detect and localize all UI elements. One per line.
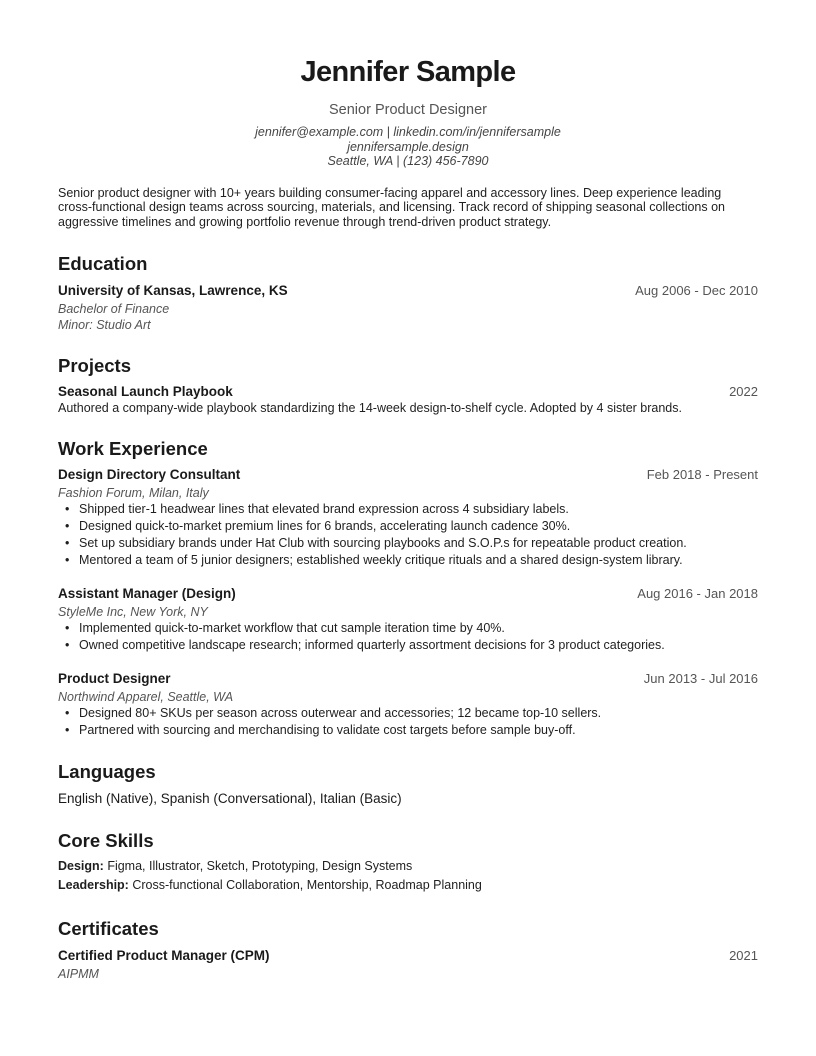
professional-summary: Senior product designer with 10+ years building consumer-facing apparel and accessory lines. Deep experience leading cross-functional design teams across sourcing, materials, and licensing. Track record of shipping seasonal collections on aggressive timelines and growing portfolio revenue through trend-driven product strategy. xyxy=(58,185,725,230)
languages-list: English (Native), Spanish (Conversational), Italian (Basic) xyxy=(58,790,402,806)
skill-design-label: Design: xyxy=(58,858,104,873)
candidate-name: Jennifer Sample xyxy=(300,56,516,88)
minor: Minor: Studio Art xyxy=(58,317,151,332)
job-header-row xyxy=(58,670,758,687)
skills-section xyxy=(58,830,758,895)
project-description: Authored a company-wide playbook standardizing the 14-week design-to-shelf cycle. Adopted by 4 sister brands. xyxy=(58,400,682,415)
skill-leadership-text: Cross-functional Collaboration, Mentorship, Roadmap Planning xyxy=(128,877,482,892)
education-dates: Aug 2006 - Dec 2010 xyxy=(635,282,758,298)
job-company: StyleMe Inc, New York, NY xyxy=(58,604,208,619)
contact-website: jennifersample.design xyxy=(347,139,469,154)
job-role: Design Directory Consultant xyxy=(58,466,241,482)
work-section xyxy=(58,438,758,739)
job-bullets xyxy=(58,501,758,569)
job-bullet: • Implemented quick-to-market workflow that cut sample iteration time by 40%. xyxy=(79,620,758,637)
certificate-issuer: AIPMM xyxy=(58,966,99,981)
job-entry xyxy=(58,585,758,654)
languages-section xyxy=(58,761,758,807)
contact-info xyxy=(58,125,758,169)
job-bullet: • Owned competitive landscape research; informed quarterly assortment decisions for 3 product categories. xyxy=(79,637,758,654)
contact-location-phone: Seattle, WA | (123) 456-7890 xyxy=(327,154,489,168)
job-dates: Feb 2018 - Present xyxy=(646,466,758,482)
job-bullet: • Designed 80+ SKUs per season across outerwear and accessories; 12 became top-10 sellers. xyxy=(79,705,758,722)
job-header-row xyxy=(58,585,758,602)
certificate-name: Certified Product Manager (CPM) xyxy=(58,947,270,963)
skills-heading: Core Skills xyxy=(58,829,154,851)
skill-leadership-line xyxy=(58,876,758,895)
job-bullet: • Shipped tier-1 headwear lines that elevated brand expression across 4 subsidiary labels. xyxy=(79,501,758,518)
contact-email-linkedin: jennifer@example.com | linkedin.com/in/jennifersample xyxy=(255,125,561,139)
education-heading: Education xyxy=(58,252,148,274)
work-heading: Work Experience xyxy=(58,437,208,459)
project-row xyxy=(58,383,758,400)
projects-heading: Projects xyxy=(58,354,132,376)
certificate-year: 2021 xyxy=(729,947,758,963)
job-bullet: • Designed quick-to-market premium lines for 6 brands, accelerating launch cadence 30%. xyxy=(79,518,758,535)
job-role: Assistant Manager (Design) xyxy=(58,585,236,601)
skill-design-line xyxy=(58,857,758,876)
job-bullet: • Partnered with sourcing and merchandising to validate cost targets before sample buy-off. xyxy=(79,722,758,739)
certificates-section xyxy=(58,918,758,982)
skill-leadership-label: Leadership: xyxy=(58,877,129,892)
languages-heading: Languages xyxy=(58,760,156,782)
degree: Bachelor of Finance xyxy=(58,301,170,316)
candidate-title: Senior Product Designer xyxy=(329,102,487,118)
job-bullet: • Mentored a team of 5 junior designers; established weekly critique rituals and a shared design-system library. xyxy=(79,552,758,569)
job-entry xyxy=(58,670,758,739)
education-section xyxy=(58,253,758,333)
job-header-row xyxy=(58,466,758,483)
job-company: Northwind Apparel, Seattle, WA xyxy=(58,689,234,704)
project-year: 2022 xyxy=(729,383,758,399)
resume-header xyxy=(58,0,758,169)
skill-design-text: Figma, Illustrator, Sketch, Prototyping, Design Systems xyxy=(103,858,413,873)
job-entry xyxy=(58,466,758,569)
job-dates: Jun 2013 - Jul 2016 xyxy=(643,670,758,686)
job-dates: Aug 2016 - Jan 2018 xyxy=(637,585,758,601)
job-company: Fashion Forum, Milan, Italy xyxy=(58,485,209,500)
job-bullet: • Set up subsidiary brands under Hat Club with sourcing playbooks and S.O.P.s for repeatable product creation. xyxy=(79,535,758,552)
job-bullets xyxy=(58,620,758,654)
education-row xyxy=(58,282,758,299)
projects-section xyxy=(58,355,758,416)
school-name: University of Kansas, Lawrence, KS xyxy=(58,282,288,298)
job-bullets xyxy=(58,705,758,739)
certificates-heading: Certificates xyxy=(58,917,159,939)
job-role: Product Designer xyxy=(58,670,171,686)
certificate-row xyxy=(58,947,758,964)
project-name: Seasonal Launch Playbook xyxy=(58,383,233,399)
